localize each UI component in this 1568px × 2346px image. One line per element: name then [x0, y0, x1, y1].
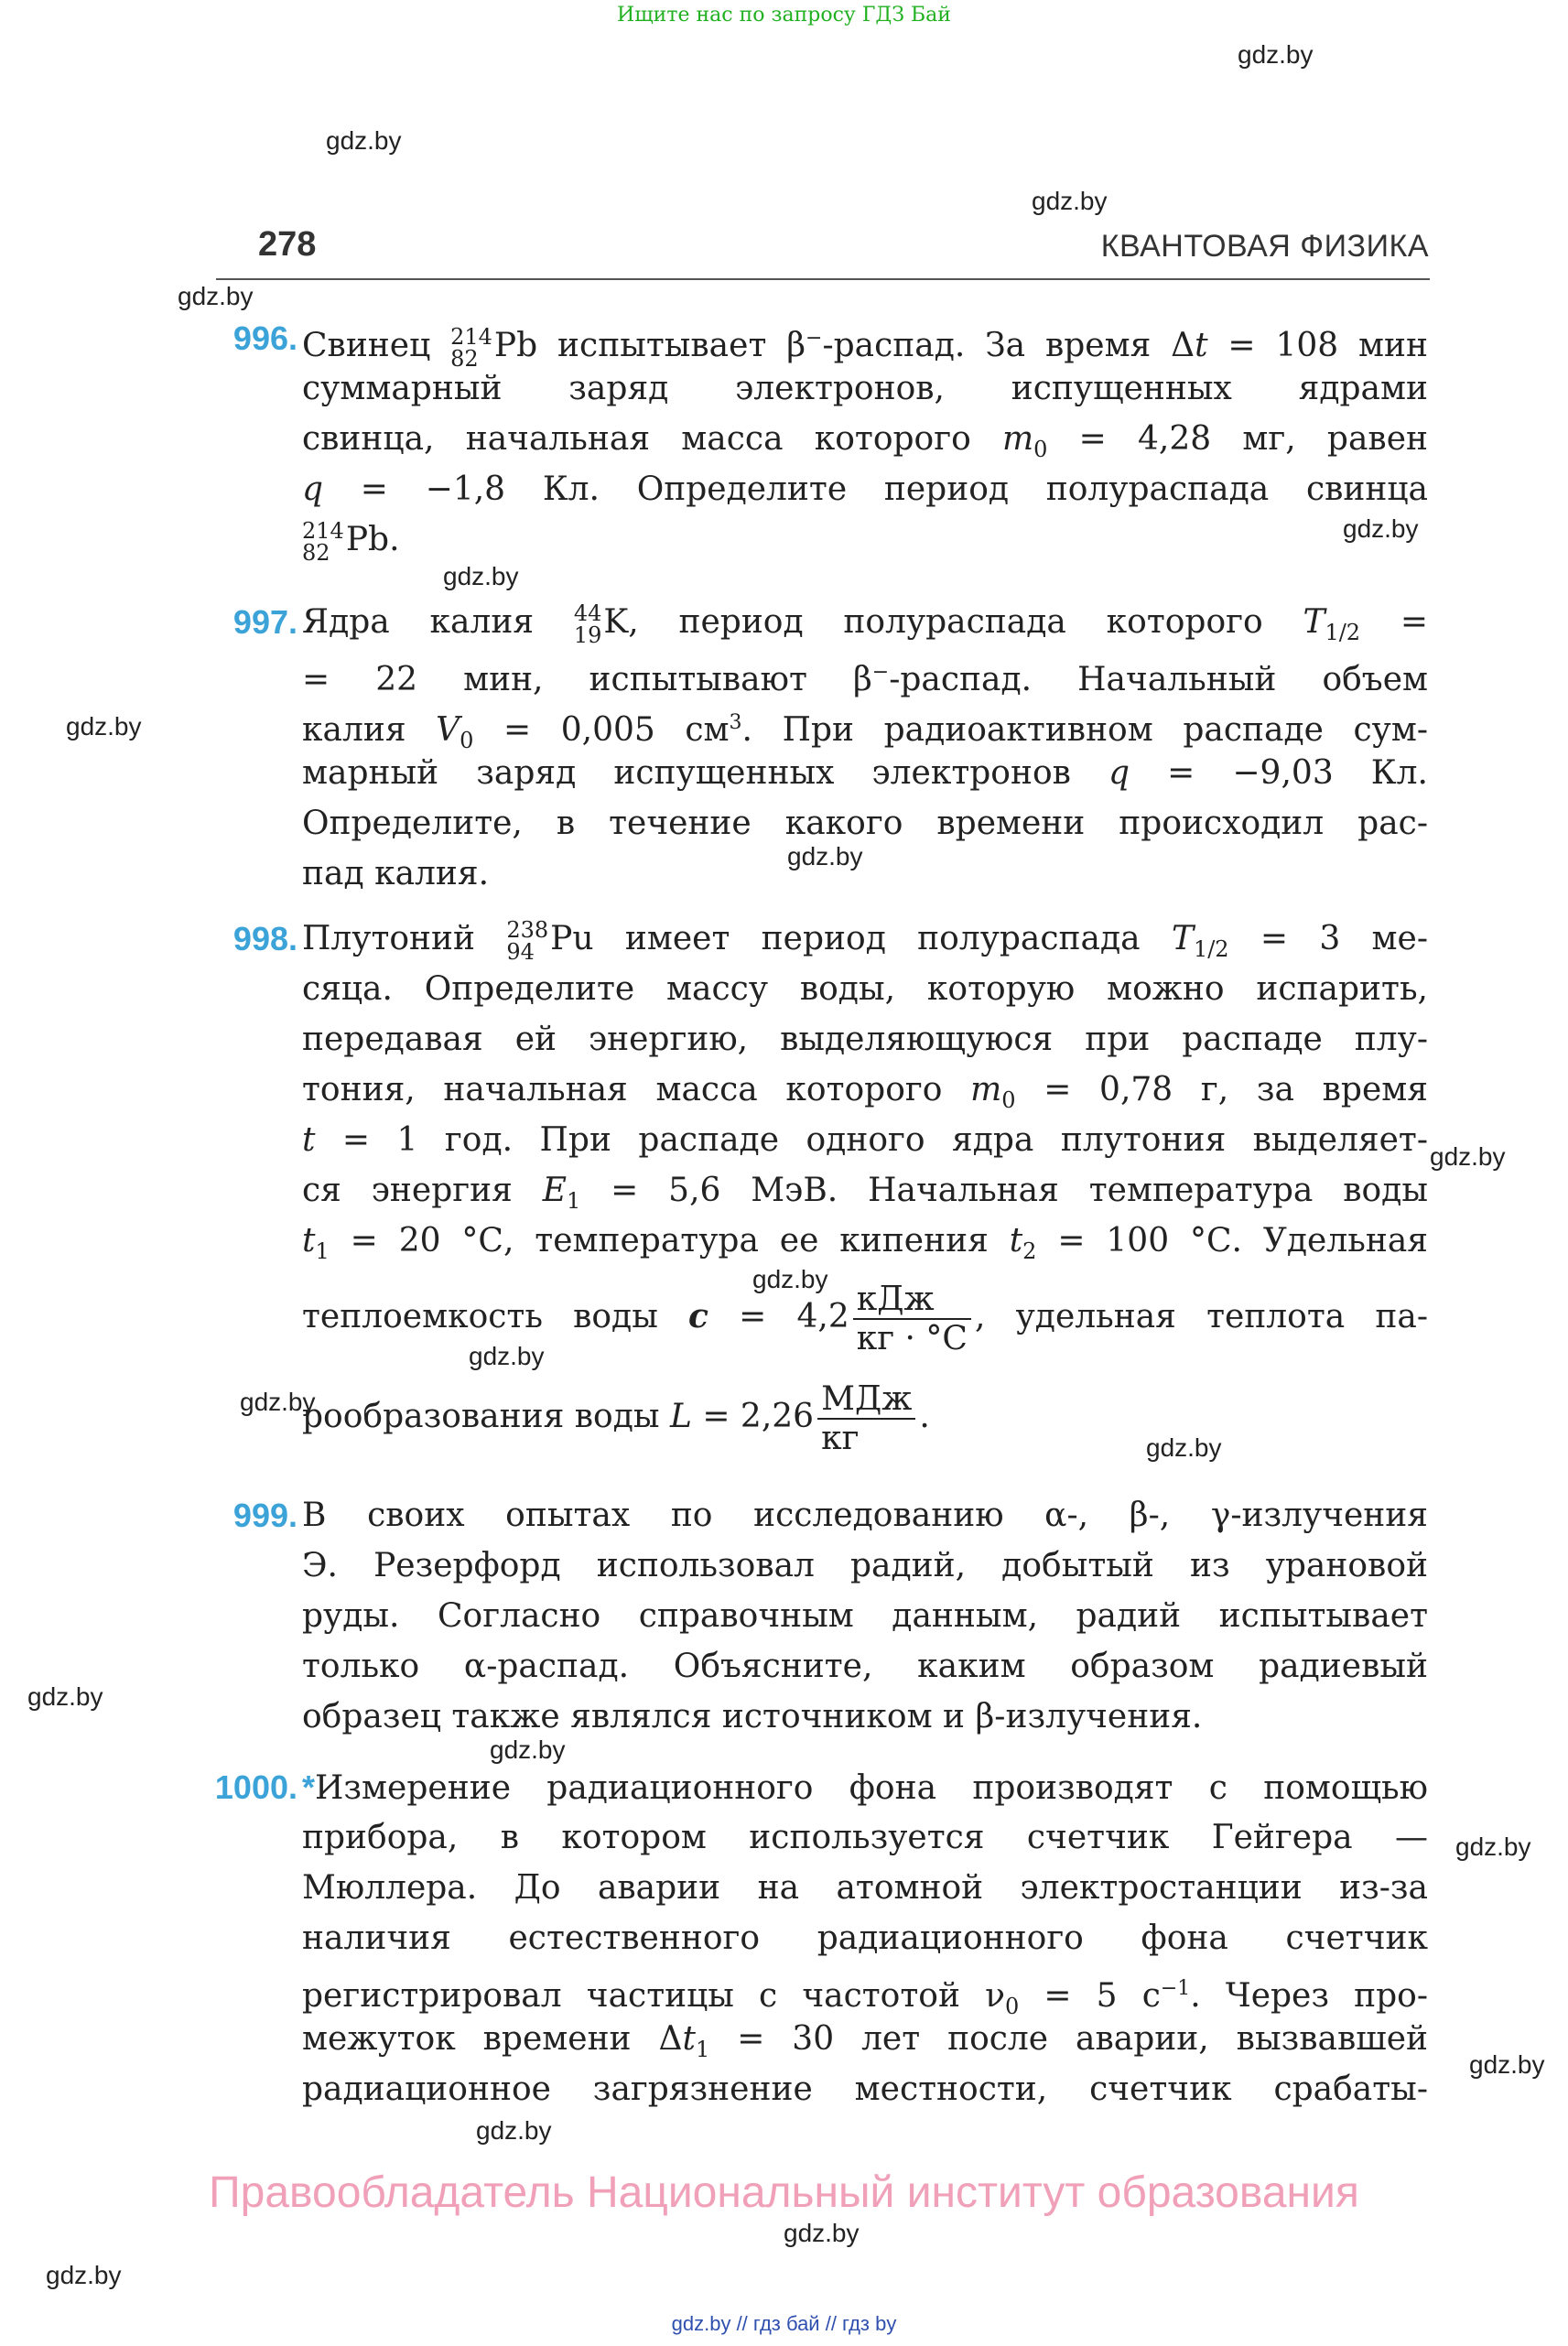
text-line: Плутоний 238 94 Pu имеет период полураспада $T_{1/2} = 3$ ме- — [302, 917, 1429, 965]
footer-links[interactable]: gdz.by // гдз бай // гдз by — [671, 2312, 897, 2335]
fraction: $\frac{\text{кДж}}{кг \cdot ^\circ С}$ — [853, 1281, 971, 1358]
watermark: gdz.by — [178, 282, 254, 310]
text-line: В своих опытах по исследованию α-, β-, γ-излучения — [302, 1497, 1428, 1534]
text-line: Ядра калия 44 19 K, период полураспада которого $T_{1/2}$ = — [302, 600, 1429, 648]
problem-997 — [232, 597, 1429, 899]
watermark: gdz.by — [1032, 187, 1108, 215]
text-line: только α-распад. Объясните, каким образом радиевый — [302, 1648, 1428, 1685]
star-marker: * — [302, 1768, 316, 1806]
text-line: радиационное загрязнение местности, счетчик срабаты- — [302, 2070, 1428, 2108]
text-line: регистрировал частицы с частотой $\nu_0 = 5$ $с^{-1}$. Через про- — [302, 1977, 1428, 2020]
text-line: руды. Согласно справочным данным, радий испытывает — [302, 1597, 1428, 1635]
text-line: Свинец 214 82 Pb испытывает β−-распад. За время Δt = 108 мин — [302, 324, 1428, 372]
text-line: межуток времени $\Delta t_1 = 30$ лет после аварии, вызвавшей — [302, 2020, 1428, 2063]
text-line: сяца. Определите массу воды, которую можно испарить, — [302, 970, 1428, 1008]
text-line: Э. Резерфорд использовал радий, добытый из урановой — [302, 1547, 1428, 1584]
fraction: $\frac{\text{МДж}}{кг}$ — [817, 1380, 915, 1458]
problem-number: 996. — [232, 319, 297, 357]
watermark: gdz.by — [490, 1735, 566, 1764]
watermark: gdz.by — [1238, 40, 1314, 69]
text-line: пад калия. — [302, 855, 490, 892]
text-line: тония, начальная масса которого $m_0 = 0,78$ г, за время — [302, 1071, 1428, 1114]
text-line: калия $V_0 = 0,005$ $см^3$. При радиоактивном распаде сум- — [302, 711, 1429, 754]
text-line: свинца, начальная масса которого $m_0 = 4,28$ мг, равен — [302, 420, 1428, 463]
text-line: суммарный заряд электронов, испущенных ядрами — [302, 370, 1428, 407]
text-line: прибора, в котором используется счетчик Гейгера — — [302, 1819, 1428, 1856]
watermark: gdz.by — [752, 1265, 828, 1293]
isotope-notation: 44 19 — [573, 600, 602, 648]
text-line: = 22 мин, испытывают β−-распад. Начальный объем — [302, 661, 1429, 698]
problem-number: 997. — [232, 603, 297, 641]
watermark: gdz.by — [1146, 1433, 1222, 1462]
text-line: передавая ей энергию, выделяющуюся при распаде плу- — [302, 1021, 1428, 1058]
watermark: gdz.by — [469, 1342, 545, 1370]
watermark: gdz.by — [443, 562, 519, 590]
text-line: наличия естественного радиационного фона счетчик — [302, 1919, 1428, 1957]
problem-number: 998. — [232, 920, 297, 957]
text-line: 214 82 Pb. — [302, 518, 400, 566]
problem-number: 1000. — [214, 1768, 297, 1806]
text-line: образец также являлся источником и β-излучения. — [302, 1698, 1203, 1735]
text-line: марный заряд испущенных электронов q = −9,03 Кл. — [302, 754, 1428, 792]
isotope-notation: 214 82 — [302, 518, 344, 566]
header-rule — [216, 278, 1430, 280]
top-banner: Ищите нас по запросу ГДЗ Бай — [617, 4, 951, 27]
watermark: gdz.by — [27, 1682, 103, 1711]
isotope-notation: 214 82 — [450, 324, 492, 372]
copyright-notice: Правообладатель Национальный институт образования — [209, 2168, 1359, 2217]
text-line: $t_1 = 20$ °С, температура ее кипения $t_2 = 100$ °С. Удельная — [302, 1222, 1428, 1265]
watermark: gdz.by — [326, 126, 402, 155]
page-number: 278 — [258, 225, 317, 264]
text-line: Мюллера. До аварии на атомной электростанции из-за — [302, 1869, 1428, 1907]
text-line: рообразования воды L = 2,26 $\frac{\text{МДж}}{кг}$ . — [302, 1379, 930, 1457]
text-line: ся энергия $E_1 = 5,6$ МэВ. Начальная температура воды — [302, 1172, 1428, 1215]
problem-1000 — [214, 1762, 1428, 2114]
watermark: gdz.by — [66, 712, 142, 741]
problem-number: 999. — [232, 1497, 297, 1534]
problem-996 — [232, 313, 1428, 566]
watermark: gdz.by — [1455, 1832, 1531, 1861]
watermark: gdz.by — [1469, 2050, 1545, 2079]
watermark: gdz.by — [240, 1388, 316, 1416]
section-title: КВАНТОВАЯ ФИЗИКА — [1100, 229, 1429, 264]
watermark: gdz.by — [46, 2261, 122, 2289]
watermark: gdz.by — [1343, 514, 1419, 543]
text-line: q = −1,8 Кл. Определите период полураспада свинца — [302, 470, 1428, 508]
watermark: gdz.by — [787, 842, 863, 870]
watermark: gdz.by — [784, 2219, 860, 2247]
problem-999 — [232, 1490, 1428, 1742]
text-line: *Измерение радиационного фона производят с помощью — [302, 1768, 1428, 1807]
watermark: gdz.by — [1430, 1142, 1506, 1171]
text-line: теплоемкость воды c = 4,2 $\frac{\text{кДж}}{кг \cdot ^\circ С}$ , удельная теплота па- — [302, 1280, 1429, 1357]
watermark: gdz.by — [476, 2116, 552, 2145]
text-line: t = 1 год. При распаде одного ядра плутония выделяет- — [302, 1121, 1428, 1159]
isotope-notation: 238 94 — [506, 917, 549, 965]
text-line: Определите, в течение какого времени происходил рас- — [302, 805, 1428, 842]
